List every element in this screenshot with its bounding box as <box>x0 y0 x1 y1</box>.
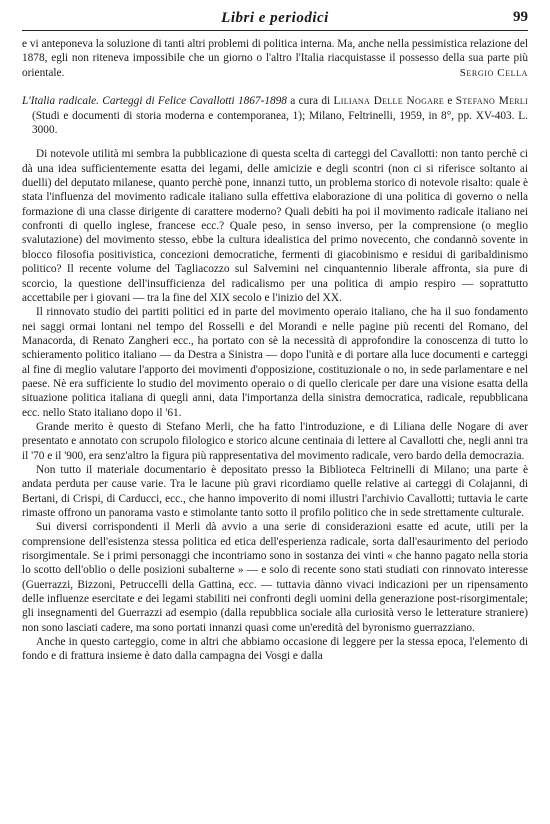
page-number: 99 <box>513 9 528 25</box>
journal-section-title: Libri e periodici <box>221 10 329 26</box>
publication-details: (Studi e documenti di storia moderna e contemporanea, 1); Milano, Feltrinelli, 1959, in 8°, pp. XV-403. L. 3000. <box>32 109 528 137</box>
editor-name: Liliana Delle Nogare <box>333 95 445 108</box>
previous-review-end <box>22 37 528 80</box>
editor-conjunction: e <box>447 95 453 108</box>
review-paragraph: Di notevole utilità mi sembra la pubblicazione di questa scelta di carteggi del Cavallotti: non tanto perchè ci dà una idea sufficientemente esatta dei legami, delle amicizie e degli scontri (non ci si riferisce soltanto ai duelli) del deputato milanese, quanto perchè pone, innanzi tutto, un problema storico di notevole risalto: quale è stata l'influenza del movimento radicale italiano sulla effettiva elaborazione di una politica di governo o nella formazione di una classe dirigente di carattere moderno? Quali debiti ha poi il movimento radicale italiano nei confronti di quello inglese, francese ecc.? Quale peso, in senso inverso, per la comprensione (o meglio svalutazione) del movimento stesso, ebbe la cultura idealistica del primo novecento, che condannò sovente in blocco filosofia positivistica, concezioni democratiche, fermenti di giacobinismo e residui di garibaldinismo politico? Il recente volume del Tagliacozzo sul Salvemini nel cinquantennio liberale affronta, sia pure di scorcio, la questione dell'insufficienza del radicalismo per una politica di ampio respiro — soprattutto accettabile per i giovani — tra la fine del XIX secolo e l'inizio del XX. <box>22 148 529 304</box>
review-paragraph: Anche in questo carteggio, come in altri che abbiamo occasione di leggere per la stessa epoca, l'elemento di fondo e di frattura insieme è dato dalla campagna dei Vosgi e dalla <box>22 636 528 663</box>
review-paragraph: Grande merito è questo di Stefano Merli, che ha fatto l'introduzione, e di Liliana delle Nogare di aver presentato e annotato con scrupolo filologico e storico alcune centinaia di lettere al Cavallotti che, negli anni tra il '70 e il '900, era senz'altro la figura più rappresentativa del movimento radicale, vero bardo della democrazia. <box>22 420 528 462</box>
review-paragraph: Il rinnovato studio dei partiti politici ed in parte del movimento operaio italiano, che ha il suo fondamento nei saggi ormai lontani nel tempo del Rosselli e del Morandi e nelle pagine più recenti del Romano, del Manacorda, di Renato Zangheri ecc., ha portato con sè la necessità di approfondire la conoscenza di tutto lo schieramento politico italiano — da Destra a Sinistra — dopo l'unità e di portare alla luce documenti e carteggi al fine di meglio valutare l'apporto dei movimenti d'opposizione, costituzionale o no, in sede parlamentare e nel paese. Nè era sufficiente lo studio del movimento operaio o di quello clericale per dare una visione esatta della situazione politica italiana di quegli anni, data l'importanza della sinistra democratica, radicale, repubblicana ecc. nello Stato italiano dopo il '61. <box>22 306 528 419</box>
reviewer-signature: Sergio Cella <box>459 67 528 80</box>
review-paragraph: Sui diversi corrispondenti il Merli dà avvio a una serie di considerazioni esatte ed acute, utili per la comprensione dell'esistenza stessa politica ed etica dell'esperienza radicale, sorta dall'esaurimento del periodo risorgimentale. Se i primi personaggi che incontriamo sono in sostanza dei vinti « che hanno pagato nella storia lo scotto dell'oblio o delle posizioni subalterne » — e solo di recente sono stati studiati con rinnovato interesse (Guerrazzi, Bizzoni, Petruccelli della Gattina, ecc. — tuttavia dànno vivaci indicazioni per un ripensamento delle influenze esercitate e dei legami stabiliti nei confronti degli uomini della generazione post-risorgimentale; gli insegnamenti del Guerrazzi ad esempio (dalla repubblica sociale alla curiosità verso le letterature straniere) non sono lasciati cadere, ma sono portati innanzi quasi come un'eredità del byronismo guerrazziano. <box>22 521 528 634</box>
editor-name: Stefano Merli <box>455 95 529 108</box>
running-header <box>22 0 528 31</box>
page-body <box>22 37 528 664</box>
previous-review-text: e vi anteponeva la soluzione di tanti altri problemi di politica interna. Ma, anche nella pessimistica relazione del 1878, egli non riteneva impossibile che un giorno o l'altro l'Italia riacquistasse il possesso della sua parte più orientale. <box>22 38 528 79</box>
review-bibliographic-heading <box>22 94 528 137</box>
curated-by: a cura di <box>290 95 331 108</box>
review-paragraph: Non tutto il materiale documentario è depositato presso la Biblioteca Feltrinelli di Milano; una parte è andata perduta per cause varie. Tra le lacune più gravi ricordiamo quelle relative ai carteggi di Colajanni, di Bertani, di Crispi, di Carducci, ecc., che hanno impoverito di nomi illustri l'archivio Cavallotti; tuttavia le carte rimaste offrono un panorama vasto e stimolante tanto sotto il profilo politico che in sede strettamente culturale. <box>22 463 528 519</box>
book-title: L'Italia radicale. Carteggi di Felice Cavallotti 1867-1898 <box>22 95 287 108</box>
